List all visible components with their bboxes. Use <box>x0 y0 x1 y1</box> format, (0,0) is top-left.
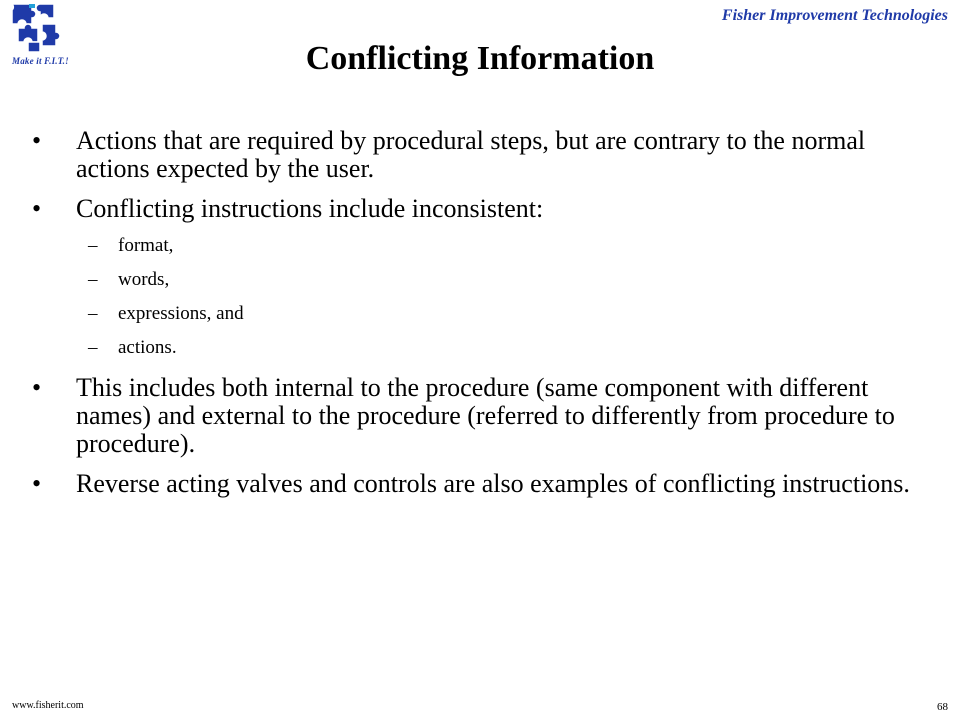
sub-bullet-marker: – <box>88 337 98 358</box>
sub-bullet-text: format, <box>118 235 174 256</box>
sub-bullet-text: actions. <box>118 337 177 358</box>
company-name: Fisher Improvement Technologies <box>721 7 948 24</box>
sub-bullet-marker: – <box>88 269 98 290</box>
logo-tagline: Make it F.I.T.! <box>12 56 69 66</box>
bullet-item <box>32 195 920 223</box>
bullet-marker: • <box>32 373 42 402</box>
page-number: 68 <box>937 701 948 713</box>
sub-bullet-text: words, <box>118 269 170 290</box>
bullet-text: Actions that are required by procedural steps, but are contrary to the normal actions expected by the user. <box>76 126 866 183</box>
bullet-text: This includes both internal to the procedure (same component with different names) and external to the procedure (referred to differently from procedure to procedure). <box>76 373 895 458</box>
sub-bullet-item <box>88 235 920 257</box>
sub-bullet-text: expressions, and <box>118 303 244 324</box>
slide-body <box>32 127 920 510</box>
sub-bullet-item <box>88 303 920 325</box>
bullet-item <box>32 374 920 458</box>
bullet-marker: • <box>32 469 42 498</box>
bullet-text: Reverse acting valves and controls are also examples of conflicting instructions. <box>76 469 910 498</box>
bullet-text: Conflicting instructions include inconsistent: <box>76 194 544 223</box>
sub-bullet-item <box>88 269 920 291</box>
slide-title: Conflicting Information <box>305 40 655 77</box>
sub-bullet-marker: – <box>88 235 98 256</box>
bullet-item <box>32 127 920 183</box>
bullet-marker: • <box>32 194 42 223</box>
footer-url: www.fisherit.com <box>12 700 84 711</box>
bullet-item <box>32 470 920 498</box>
bullet-marker: • <box>32 126 42 155</box>
sub-bullet-item <box>88 337 920 359</box>
sub-bullet-marker: – <box>88 303 98 324</box>
